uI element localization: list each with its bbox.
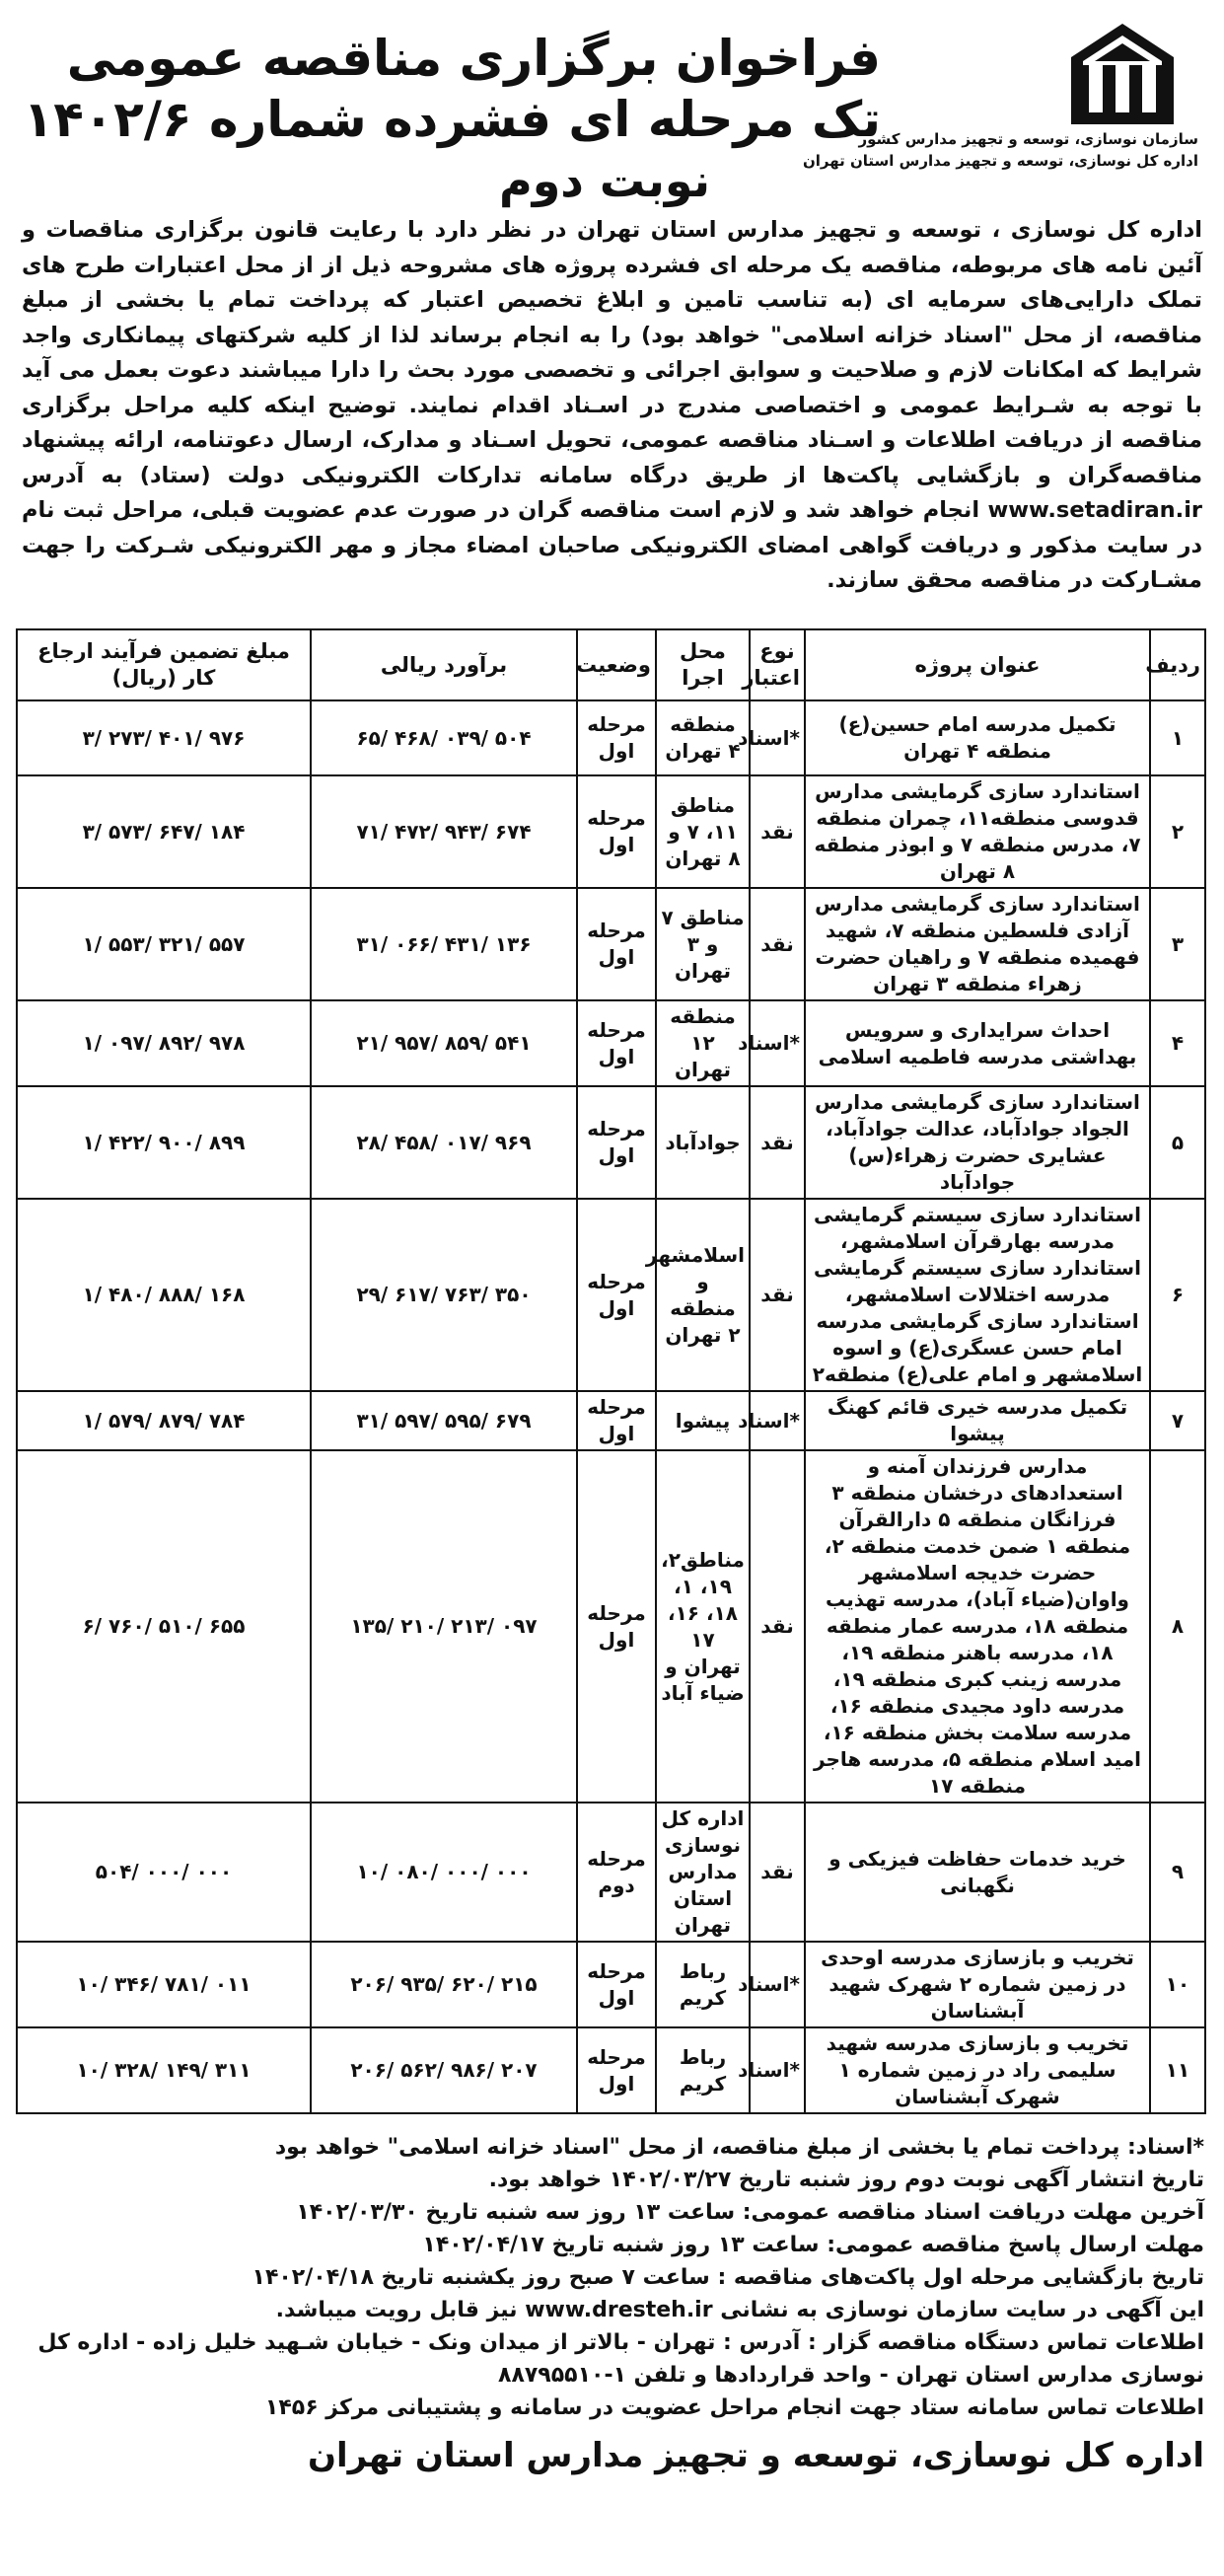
- cell-credit: *اسناد: [750, 1000, 805, 1086]
- cell-status: مرحله اول: [577, 1450, 656, 1803]
- title-line-1: فراخوان برگزاری مناقصه عمومی: [66, 30, 881, 87]
- cell-credit: نقد: [750, 1199, 805, 1391]
- cell-row: ۱۰: [1150, 1942, 1205, 2027]
- cell-guarantee: ۱/ ۵۵۳/ ۳۲۱/ ۵۵۷: [17, 888, 311, 1000]
- cell-row: ۷: [1150, 1391, 1205, 1450]
- cell-location: جوادآباد: [656, 1086, 750, 1199]
- cell-title: تخریب و بازسازی مدرسه شهید سلیمی راد در زمین شماره ۱ شهرک آبشناسان: [805, 2027, 1150, 2113]
- table-row: [17, 1199, 1205, 1391]
- notice-title: [23, 28, 881, 211]
- table-row: [17, 1000, 1205, 1086]
- table-row: [17, 700, 1205, 775]
- cell-credit: *اسناد: [750, 1391, 805, 1450]
- cell-status: مرحله اول: [577, 2027, 656, 2113]
- cell-status: مرحله اول: [577, 1199, 656, 1391]
- cell-location: پیشوا: [656, 1391, 750, 1450]
- cell-row: ۱: [1150, 700, 1205, 775]
- col-credit-header: نوع اعتبار: [750, 629, 805, 700]
- cell-location: منطقه ۱۲ تهران: [656, 1000, 750, 1086]
- cell-estimate: ۲۸/ ۴۵۸/ ۰۱۷/ ۹۶۹: [311, 1086, 577, 1199]
- cell-row: ۹: [1150, 1803, 1205, 1942]
- publish-date: تاریخ انتشار آگهی نوبت دوم روز شنبه تاریخ ۱۴۰۲/۰۳/۲۷ خواهد بود.: [488, 2168, 1204, 2192]
- cell-estimate: ۲۱/ ۹۵۷/ ۸۵۹/ ۵۴۱: [311, 1000, 577, 1086]
- notice-header: [18, 0, 1206, 207]
- table-header-row: [17, 629, 1205, 700]
- cell-title: احداث سرایداری و سرویس بهداشتی مدرسه فاطمیه اسلامی: [805, 1000, 1150, 1086]
- cell-title: استاندارد سازی گرمایشی مدارس قدوسی منطقه۱۱، چمران منطقه ۷، مدرس منطقه ۷ و ابوذر منطقه ۸ تهران: [805, 775, 1150, 888]
- org-name-line1: سازمان نوسازی، توسعه و تجهیز مدارس کشور: [858, 130, 1198, 148]
- cell-credit: نقد: [750, 775, 805, 888]
- cell-location: رباط کریم: [656, 1942, 750, 2027]
- cell-status: مرحله اول: [577, 1086, 656, 1199]
- cell-estimate: ۱۰/ ۰۸۰/ ۰۰۰/ ۰۰۰: [311, 1803, 577, 1942]
- cell-row: ۲: [1150, 775, 1205, 888]
- cell-credit: نقد: [750, 1803, 805, 1942]
- table-row: [17, 1391, 1205, 1450]
- cell-guarantee: ۳/ ۵۷۳/ ۶۴۷/ ۱۸۴: [17, 775, 311, 888]
- cell-title: مدارس فرزندان آمنه و استعدادهای درخشان منطقه ۳ فرزانگان منطقه ۵ دارالقرآن منطقه ۱ ضمن خدمت منطقه ۲، حضرت خدیجه اسلامشهر واوان(ضیاء آباد)، مدرسه تهذیب منطقه ۱۸، مدرسه عمار منطقه ۱۸، مدرسه باهنر منطقه ۱۹، مدرسه زینب کبری منطقه ۱۹، مدرسه داود مجیدی منطقه ۱۶، مدرسه سلامت بخش منطقه ۱۶، امید اسلام منطقه ۵، مدرسه هاجر منطقه ۱۷: [805, 1450, 1150, 1803]
- cell-estimate: ۲۰۶/ ۵۶۲/ ۹۸۶/ ۲۰۷: [311, 2027, 577, 2113]
- cell-status: مرحله اول: [577, 1942, 656, 2027]
- table-row: [17, 775, 1205, 888]
- cell-estimate: ۳۱/ ۰۶۶/ ۴۳۱/ ۱۳۶: [311, 888, 577, 1000]
- cell-row: ۵: [1150, 1086, 1205, 1199]
- cell-estimate: ۷۱/ ۴۷۲/ ۹۴۳/ ۶۷۴: [311, 775, 577, 888]
- cell-status: مرحله اول: [577, 700, 656, 775]
- table-row: [17, 2027, 1205, 2113]
- signature: اداره کل نوسازی، توسعه و تجهیز مدارس استان تهران: [308, 2436, 1204, 2475]
- cell-title: خرید خدمات حفاظت فیزیکی و نگهبانی: [805, 1803, 1150, 1942]
- col-row-header: ردیف: [1150, 629, 1205, 700]
- table-row: [17, 1086, 1205, 1199]
- cell-guarantee: ۶/ ۷۶۰/ ۵۱۰/ ۶۵۵: [17, 1450, 311, 1803]
- title-line-2: تک مرحله ای فشرده شماره ۱۴۰۲/۶: [23, 91, 881, 148]
- table-row: [17, 888, 1205, 1000]
- org-name-line2: اداره کل نوسازی، توسعه و تجهیز مدارس استان تهران: [802, 152, 1198, 170]
- table-row: [17, 1803, 1205, 1942]
- contact-address: اطلاعات تماس دستگاه مناقصه گزار : آدرس : تهران - بالاتر از میدان ونک - خیابان شـهید خلیل زاده - اداره کل: [37, 2330, 1204, 2355]
- cell-row: ۳: [1150, 888, 1205, 1000]
- cell-row: ۶: [1150, 1199, 1205, 1391]
- cell-guarantee: ۳/ ۲۷۳/ ۴۰۱/ ۹۷۶: [17, 700, 311, 775]
- cell-guarantee: ۱/ ۴۲۲/ ۹۰۰/ ۸۹۹: [17, 1086, 311, 1199]
- cell-estimate: ۲۹/ ۶۱۷/ ۷۶۳/ ۳۵۰: [311, 1199, 577, 1391]
- col-guarantee-header: مبلغ تضمین فرآیند ارجاع کار (ریال): [17, 629, 311, 700]
- cell-estimate: ۶۵/ ۴۶۸/ ۰۳۹/ ۵۰۴: [311, 700, 577, 775]
- cell-credit: *اسناد: [750, 700, 805, 775]
- cell-guarantee: ۱۰/ ۳۴۶/ ۷۸۱/ ۰۱۱: [17, 1942, 311, 2027]
- cell-guarantee: ۱/ ۴۸۰/ ۸۸۸/ ۱۶۸: [17, 1199, 311, 1391]
- cell-title: استاندارد سازی سیستم گرمایشی مدرسه بهارقرآن اسلامشهر، استاندارد سازی سیستم گرمایشی مدرسه اختلالات اسلامشهر، استاندارد سازی گرمایشی مدرسه امام حسن عسگری(ع) و اسوه اسلامشهر و امام علی(ع) منطقه۲: [805, 1199, 1150, 1391]
- cell-estimate: ۲۰۶/ ۹۳۵/ ۶۲۰/ ۲۱۵: [311, 1942, 577, 2027]
- col-title-header: عنوان پروژه: [805, 629, 1150, 700]
- cell-guarantee: ۱/ ۰۹۷/ ۸۹۲/ ۹۷۸: [17, 1000, 311, 1086]
- cell-status: مرحله اول: [577, 1000, 656, 1086]
- cell-credit: نقد: [750, 1086, 805, 1199]
- cell-status: مرحله اول: [577, 888, 656, 1000]
- credit-note: *اسناد: پرداخت تمام یا بخشی از مبلغ مناقصه، از محل "اسناد خزانه اسلامی" خواهد بود: [274, 2135, 1204, 2160]
- col-estimate-header: برآورد ریالی: [311, 629, 577, 700]
- cell-location: مناطق ۱۱، ۷ و ۸ تهران: [656, 775, 750, 888]
- response-deadline: مهلت ارسال پاسخ مناقصه عمومی: ساعت ۱۳ روز شنبه تاریخ ۱۴۰۲/۰۴/۱۷: [422, 2233, 1204, 2257]
- col-status-header: وضعیت: [577, 629, 656, 700]
- cell-credit: *اسناد: [750, 2027, 805, 2113]
- cell-location: مناطق۲، ۱۹، ۱، ۱۸، ۱۶، ۱۷ تهران و ضیاء آباد: [656, 1450, 750, 1803]
- cell-guarantee: ۱/ ۵۷۹/ ۸۷۹/ ۷۸۴: [17, 1391, 311, 1450]
- cell-title: تکمیل مدرسه امام حسین(ع) منطقه ۴ تهران: [805, 700, 1150, 775]
- website-note: این آگهی در سایت سازمان نوسازی به نشانی www.dresteh.ir نیز قابل رویت میباشد.: [275, 2298, 1204, 2322]
- col-location-header: محل اجرا: [656, 629, 750, 700]
- cell-estimate: ۳۱/ ۵۹۷/ ۵۹۵/ ۶۷۹: [311, 1391, 577, 1450]
- cell-location: اسلامشهر و منطقه ۲ تهران: [656, 1199, 750, 1391]
- cell-status: مرحله دوم: [577, 1803, 656, 1942]
- contact-phone: نوسازی مدارس استان تهران - واحد قراردادها و تلفن ۱-۸۸۷۹۵۵۱۰: [498, 2363, 1204, 2388]
- cell-title: استاندارد سازی گرمایشی مدارس آزادی فلسطین منطقه ۷، شهید فهمیده منطقه ۷ و راهیان حضرت زهراء منطقه ۳ تهران: [805, 888, 1150, 1000]
- opening-date: تاریخ بازگشایی مرحله اول پاکت‌های مناقصه : ساعت ۷ صبح روز یکشنبه تاریخ ۱۴۰۲/۰۴/۱۸: [252, 2265, 1204, 2290]
- table-row: [17, 1450, 1205, 1803]
- cell-row: ۸: [1150, 1450, 1205, 1803]
- cell-status: مرحله اول: [577, 1391, 656, 1450]
- organization-logo: [802, 20, 1198, 172]
- cell-title: تکمیل مدرسه خیری قائم کهنگ پیشوا: [805, 1391, 1150, 1450]
- school-renovation-logo-icon: [1063, 20, 1182, 128]
- title-line-3: نوبت دوم: [498, 154, 710, 207]
- projects-table: [16, 628, 1206, 2114]
- cell-status: مرحله اول: [577, 775, 656, 888]
- document-deadline: آخرین مهلت دریافت اسناد مناقصه عمومی: ساعت ۱۳ روز سه شنبه تاریخ ۱۴۰۲/۰۳/۳۰: [296, 2200, 1204, 2225]
- notice-footer: [21, 2131, 1204, 2481]
- setad-support: اطلاعات تماس سامانه ستاد جهت انجام مراحل عضویت در سامانه و پشتیبانی مرکز ۱۴۵۶: [264, 2395, 1204, 2420]
- cell-title: تخریب و بازسازی مدرسه اوحدی در زمین شماره ۲ شهرک شهید آبشناسان: [805, 1942, 1150, 2027]
- cell-row: ۱۱: [1150, 2027, 1205, 2113]
- cell-credit: نقد: [750, 1450, 805, 1803]
- intro-paragraph: اداره کل نوسازی ، توسعه و تجهیز مدارس استان تهران در نظر دارد با رعایت قانون برگزاری مناقصات و آئین نامه های مربوطه، مناقصه یک مرحله ای فشرده پروژه های مشروحه ذیل از از محل اعتبارات طرح های تملک دارایی‌های سرمایه ای (به تناسب تامین و ابلاغ تخصیص اعتبار که پرداخت تمام یا بخشی از مبلغ مناقصه، از محل "اسناد خزانه اسلامی" خواهد بود) را به انجام برساند لذا از کلیه شرکتهای پیمانکاری واجد شرایط که امکانات لازم و صلاحیت و سوابق اجرائی و تخصصی مورد بحث را دارا میباشند دعوت بعمل می آید با توجه به شـرایط عمومی و اختصاصی مندرج در اسـناد اقدام نمایند. توضیح اینکه کلیه مراحل برگزاری مناقصه از دریافت اطلاعات و اسـناد مناقصه عمومی، تحویل اسـناد و مدارک، ارسال دعوتنامه، ارائه پیشنهاد مناقصه‌گران و بازگشایی پاکت‌ها از طریق درگاه سامانه تدارکات الکترونیکی دولت (ستاد) به آدرس www.setadiran.ir انجام خواهد شد و لازم است مناقصه گران در صورت عدم عضویت قبلی، مراحل ثبت نام در سایت مذکور و دریافت گواهی امضای الکترونیکی صاحبان امضاء مجاز و مهر الکترونیکی شـرکت را جهت مشـارکت در مناقصه محقق سازند.: [22, 217, 1202, 593]
- table-row: [17, 1942, 1205, 2027]
- cell-row: ۴: [1150, 1000, 1205, 1086]
- cell-location: منطقه ۴ تهران: [656, 700, 750, 775]
- cell-location: اداره کل نوسازی مدارس استان تهران: [656, 1803, 750, 1942]
- cell-title: استاندارد سازی گرمایشی مدارس الجواد جوادآباد، عدالت جوادآباد، عشایری حضرت زهراء(س) جوادآباد: [805, 1086, 1150, 1199]
- cell-credit: *اسناد: [750, 1942, 805, 2027]
- cell-guarantee: ۵۰۴/ ۰۰۰/ ۰۰۰: [17, 1803, 311, 1942]
- cell-location: رباط کریم: [656, 2027, 750, 2113]
- cell-guarantee: ۱۰/ ۳۲۸/ ۱۴۹/ ۳۱۱: [17, 2027, 311, 2113]
- cell-location: مناطق ۷ و ۳ تهران: [656, 888, 750, 1000]
- cell-credit: نقد: [750, 888, 805, 1000]
- cell-estimate: ۱۳۵/ ۲۱۰/ ۲۱۳/ ۰۹۷: [311, 1450, 577, 1803]
